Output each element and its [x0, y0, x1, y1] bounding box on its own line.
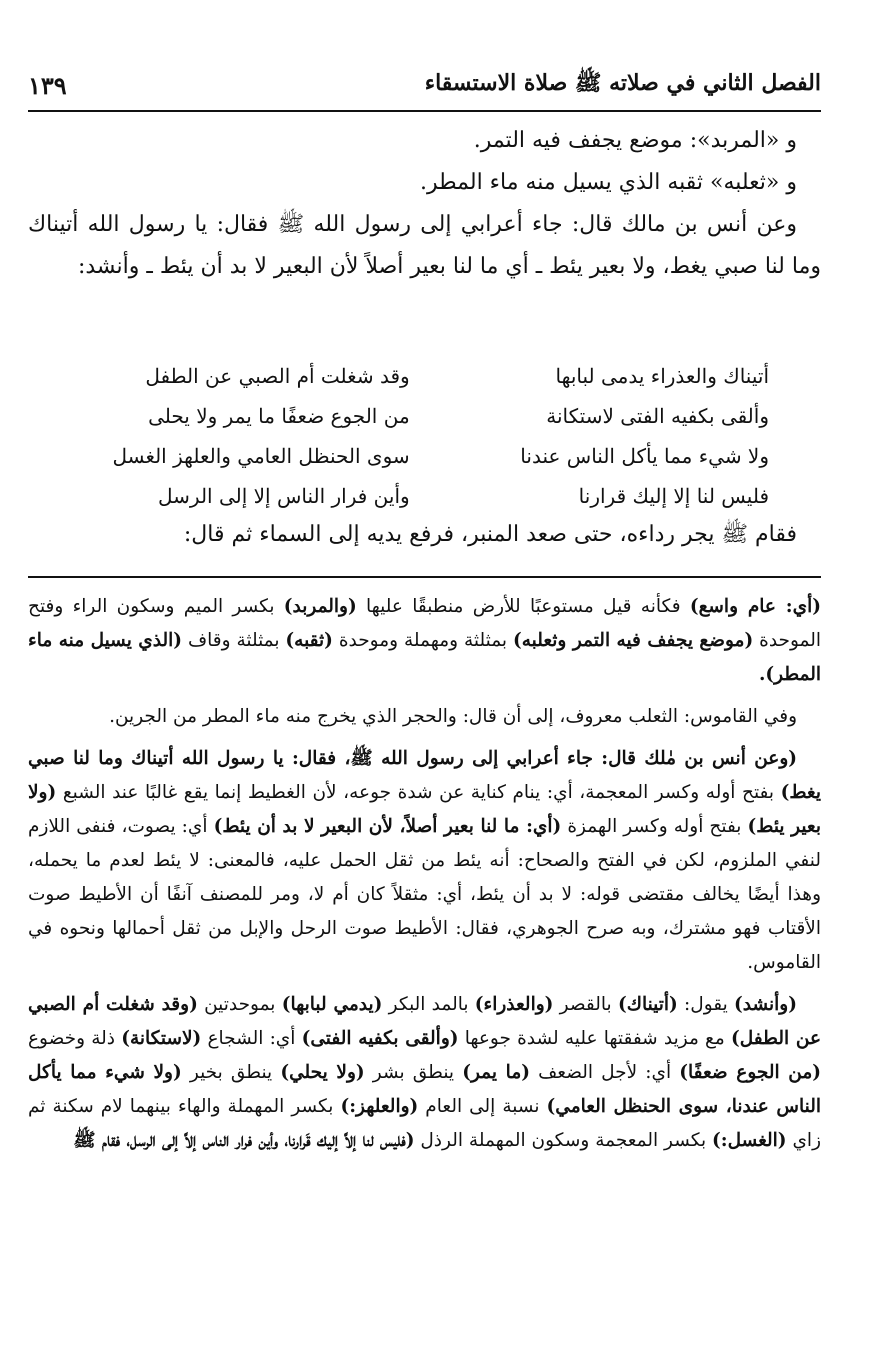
page-number: ١٣٩	[28, 70, 67, 100]
running-title: الفصل الثاني في صلاته ﷺ صلاة الاستسقاء	[424, 70, 821, 96]
closing-line: فقام ﷺ يجر رداءه، حتى صعد المنبر، فرفع يديه إلى السماء ثم قال:	[183, 522, 797, 547]
verse-first-hemistich: وألقى بكفيه الفتى لاستكانة	[546, 404, 769, 428]
main-text-closing	[28, 514, 821, 556]
verse-first-hemistich: ولا شيء مما يأكل الناس عندنا	[520, 444, 769, 468]
verse-second-hemistich: وقد شغلت أم الصبي عن الطفل	[145, 364, 410, 388]
commentary-paragraph: (وأنشد) يقول: (أتيناك) بالقصر (والعذراء) بالمد البكر (يدمي لبابها) بموحدتين (وقد شغلت أم الصبي عن الطفل) مع مزيد شفقتها عليه لشدة جوعها (وألقى بكفيه الفتى) أي: الشجاع (لاستكانة) ذلة وخضوع (من الجوع ضعفًا) أي: لأجل الضعف (ما يمر) ينطق بشر (ولا يحلي) ينطق بخير (ولا شيء مما يأكل الناس عندنا، سوى الحنظل العامي) نسبة إلى العام (والعلهز:) بكسر المهملة والهاء بينهما لام سكنة ثم زاي (الغسل:) بكسر المعجمة وسكون المهملة الرذل (فليس لنا إلاَّ إليك قَرارنا، وأين فرار الناس إلاَّ إلى الرسل، فقام ﷺ	[28, 994, 822, 1151]
commentary-paragraph: (وعن أنس بن مٰلك قال: جاء أعرابي إلى رسول الله ﷺ، فقال: يا رسول الله أتيناك وما لنا صبي يغط) بفتح أوله وكسر المعجمة، أي: ينام كناية عن شدة جوعه، لأن الغطيط إنما يقع غالبًا عند الشبع (ولا بعير يئط) بفتح أوله وكسر الهمزة (أي: ما لنا بعير أصلاً، لأن البعير لا بد أن يئط) أي: يصوت، فنفى اللازم لنفي الملزوم، لكن في الفتح والصحاح: أنه يئط من ثقل الحمل عليه، فالمعنى: لا يئط لعدم ما يحمله، وهذا أيضًا يخالف مقتضى قوله: لا بد أن يئط، أي: مثقلاً كان أم لا، ومر للمصنف آنفًا أن الأطيط صوت الأقتاب فهو مشترك، وبه صرح الجوهري، فقال: الأطيط صوت الرحل والإبل من ثقل أحمالها ونحوه في القاموس.	[28, 748, 822, 973]
verse-first-hemistich: أتيناك والعذراء يدمى لبابها	[555, 364, 769, 388]
definition-mirbad: و «المربد»: موضع يجفف فيه التمر.	[473, 128, 797, 153]
poem-verse	[78, 396, 769, 436]
poem	[78, 356, 769, 516]
main-text	[28, 120, 821, 288]
poem-verse	[78, 476, 769, 516]
commentary	[28, 590, 821, 1166]
verse-second-hemistich: من الجوع ضعفًا ما يمر ولا يحلى	[148, 404, 410, 428]
verse-first-hemistich: فليس لنا إلا إليك قرارنا	[578, 484, 769, 508]
definition-thalab: و «ثعلبه» ثقبه الذي يسيل منه ماء المطر.	[419, 170, 797, 195]
verse-second-hemistich: سوى الحنظل العامي والعلهز الغسل	[112, 444, 410, 468]
verse-second-hemistich: وأين فرار الناس إلا إلى الرسل	[158, 484, 410, 508]
commentary-paragraph: وفي القاموس: الثعلب معروف، إلى أن قال: والحجر الذي يخرج منه ماء المطر من الجرين.	[109, 706, 797, 727]
hadith-anas: وعن أنس بن مالك قال: جاء أعرابي إلى رسول الله ﷺ فقال: يا رسول الله أتيناك وما لنا صبي يغط، ولا بعير يئط ـ أي ما لنا بعير أصلاً لأن البعير لا بد أن يئط ـ وأنشد:	[28, 212, 821, 279]
poem-verse	[78, 436, 769, 476]
commentary-paragraph: (أي: عام واسع) فكأنه قيل مستوعبًا للأرض منطبقًا عليها (والمربد) بكسر الميم وسكون الراء وفتح الموحدة (موضع يجفف فيه التمر وثعلبه) بمثلثة ومهملة وموحدة (ثقبه) بمثلثة وقاف (الذي يسيل منه ماء المطر).	[28, 596, 822, 685]
footnote-divider	[28, 576, 821, 578]
page-header	[28, 60, 821, 112]
poem-verse	[78, 356, 769, 396]
